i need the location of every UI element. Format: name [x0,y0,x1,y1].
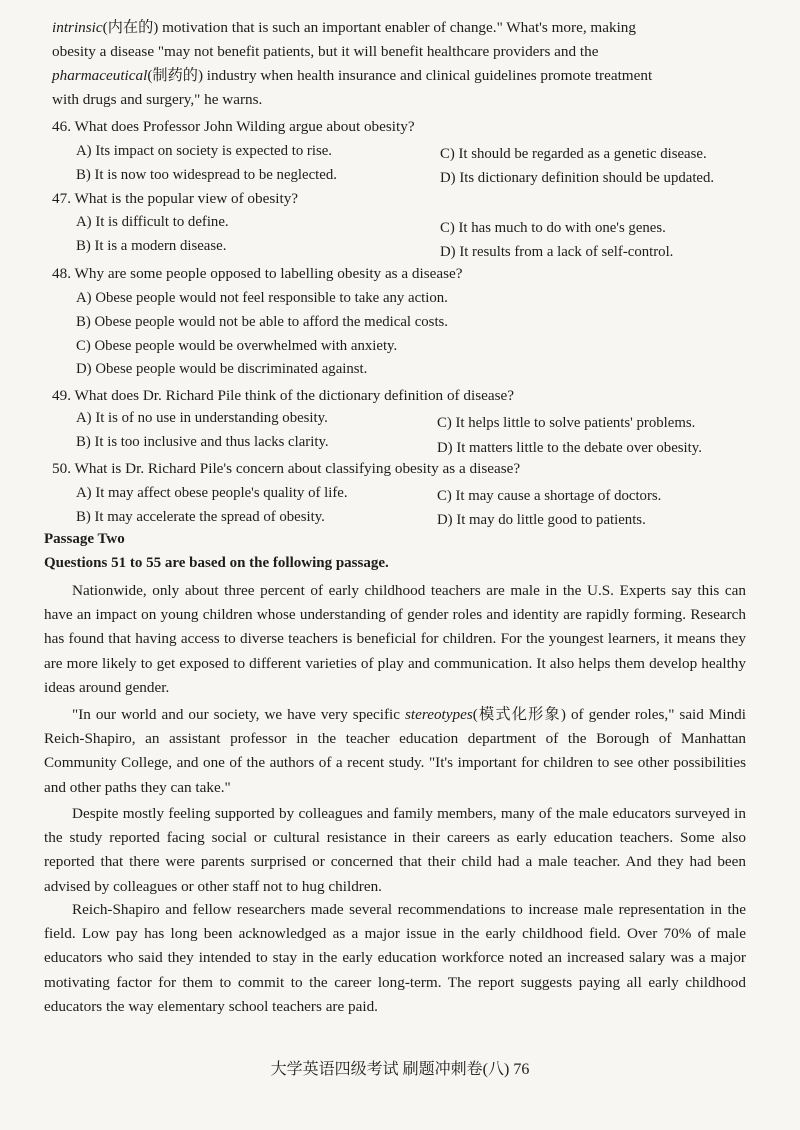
question-49: 49. What does Dr. Richard Pile think of the dictionary definition of disease? [52,387,514,404]
q48-option-a: A) Obese people would not feel responsible to take any action. [76,290,448,306]
q49-option-b: B) It is too inclusive and thus lacks clarity. [76,434,329,450]
q46-option-b: B) It is now too widespread to be neglected. [76,167,337,183]
q50-option-c: C) It may cause a shortage of doctors. [437,488,662,504]
q49-option-a: A) It is of no use in understanding obesity. [76,410,328,426]
q49-option-d: D) It matters little to the debate over obesity. [437,440,702,456]
passage-paragraph-1: Nationwide, only about three percent of early childhood teachers are male in the U.S. Experts say this can have an impact on young children whose understanding of gender roles and identity are rapidly forming. Research has found that having access to diverse teachers is beneficial for children. For the youngest learners, it means they are more likely to get exposed to different varieties of play and communication. It also helps them develop healthy ideas around gender. [44,582,746,696]
q47-option-b: B) It is a modern disease. [76,238,227,254]
passage-instruction: Questions 51 to 55 are based on the following passage. [44,555,389,571]
question-48: 48. Why are some people opposed to labelling obesity as a disease? [52,265,463,282]
q46-option-a: A) Its impact on society is expected to rise. [76,143,332,159]
intro-line-3: pharmaceutical(制药的) industry when health insurance and clinical guidelines promote treatment [52,67,653,84]
q48-option-d: D) Obese people would be discriminated against. [76,361,368,377]
q50-option-b: B) It may accelerate the spread of obesity. [76,509,325,525]
q47-option-c: C) It has much to do with one's genes. [440,220,666,236]
q46-option-c: C) It should be regarded as a genetic disease. [440,146,707,162]
question-50: 50. What is Dr. Richard Pile's concern about classifying obesity as a disease? [52,460,521,477]
question-46: 46. What does Professor John Wilding argue about obesity? [52,118,415,135]
passage-paragraph-3: Despite mostly feeling supported by colleagues and family members, many of the male educators surveyed in the study reported facing social or cultural resistance in their careers as early education teachers. Some also reported that there were parents surprised or concerned that their child had a male teacher. And they had been advised by colleagues or other staff not to hug children. [44,805,746,895]
passage-paragraph-2: "In our world and our society, we have very specific stereotypes(模式化形象) of gender roles," said Mindi Reich-Shapiro, an assistant professor in the teacher education department of the Borough of Manhattan Community College, and one of the authors of a recent study. "It's important for children to see other possibilities and other paths they can take." [44,706,746,796]
q46-option-d: D) Its dictionary definition should be updated. [440,170,715,186]
q47-option-d: D) It results from a lack of self-control. [440,244,674,260]
question-47: 47. What is the popular view of obesity? [52,190,299,207]
italic-term: stereotypes [405,706,473,723]
q50-option-a: A) It may affect obese people's quality of life. [76,485,348,501]
intro-line-2: obesity a disease "may not benefit patients, but it will benefit healthcare providers and the [52,43,599,60]
q50-option-d: D) It may do little good to patients. [437,512,646,528]
passage-title: Passage Two [44,531,125,547]
q49-option-c: C) It helps little to solve patients' problems. [437,415,696,431]
intro-line-1: intrinsic(内在的) motivation that is such an important enabler of change." What's more, making [52,19,636,36]
passage-paragraph-4: Reich-Shapiro and fellow researchers made several recommendations to increase male representation in the field. Low pay has long been acknowledged as a major issue in the early childhood field. Over 70% of male educators who said they intended to stay in the early education workforce noted an increased salary was a major motivating factor for them to commit to the career long-term. The report suggests paying all early childhood educators the way elementary school teachers are paid. [44,901,746,1015]
page-footer: 大学英语四级考试 刷题冲刺卷(八) 76 [270,1061,530,1078]
q48-option-c: C) Obese people would be overwhelmed with anxiety. [76,338,398,354]
q47-option-a: A) It is difficult to define. [76,214,229,230]
q48-option-b: B) Obese people would not be able to afford the medical costs. [76,314,449,330]
italic-term: intrinsic [52,19,103,36]
intro-line-4: with drugs and surgery," he warns. [52,91,263,108]
italic-term: pharmaceutical [52,67,148,84]
